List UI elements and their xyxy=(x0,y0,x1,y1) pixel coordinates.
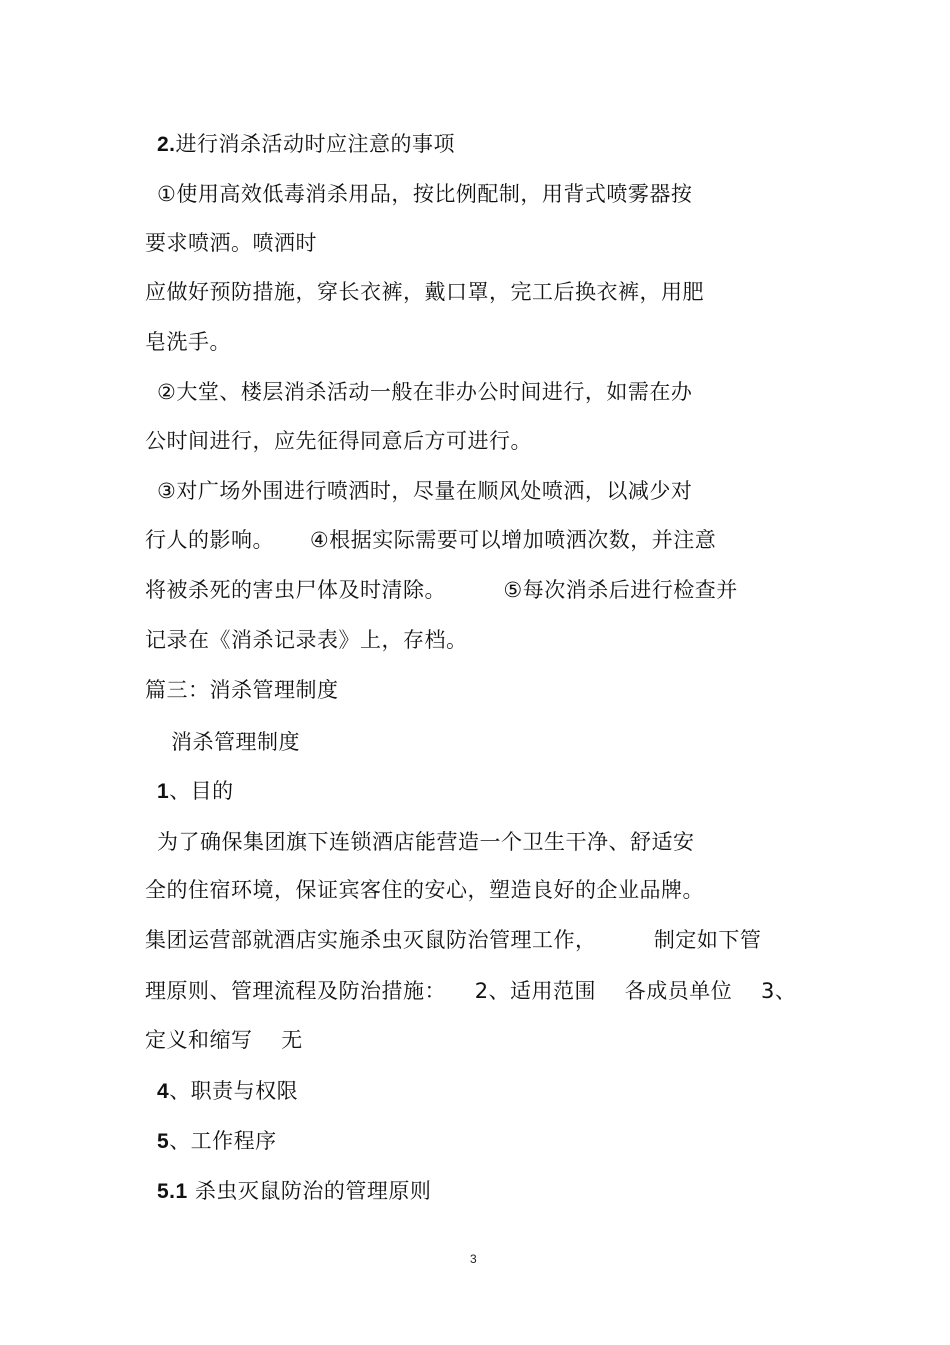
paragraph-line: 将被杀死的害虫尸体及时清除。 ⑤每次消杀后进行检查并 xyxy=(145,578,738,602)
paragraph-line: 皂洗手。 xyxy=(145,330,231,354)
paragraph-line: 行人的影响。 ④根据实际需要可以增加喷洒次数，并注意 xyxy=(145,528,717,552)
paragraph-line: 应做好预防措施，穿长衣裤，戴口罩，完工后换衣裤，用肥 xyxy=(145,280,704,304)
paragraph-line: ②大堂、楼层消杀活动一般在非办公时间进行，如需在办 xyxy=(157,380,693,404)
paragraph-line: 集团运营部就酒店实施杀虫灭鼠防治管理工作， 制定如下管 xyxy=(145,928,762,952)
chapter-heading: 篇三：消杀管理制度 xyxy=(145,678,339,702)
paragraph-line: ③对广场外围进行喷洒时，尽量在顺风处喷洒，以减少对 xyxy=(157,479,693,503)
section-heading: 1、目的 xyxy=(157,779,234,803)
section-heading: 2.进行消杀活动时应注意的事项 xyxy=(157,132,456,156)
paragraph-line: 为了确保集团旗下连锁酒店能营造一个卫生干净、舒适安 xyxy=(157,830,695,854)
section-heading: 5、工作程序 xyxy=(157,1129,277,1153)
paragraph-line: 要求喷洒。喷洒时 xyxy=(145,231,317,255)
subsection-heading: 5.1 杀虫灭鼠防治的管理原则 xyxy=(157,1179,432,1203)
paragraph-line: 记录在《消杀记录表》上，存档。 xyxy=(145,628,468,652)
paragraph-line: 理原则、管理流程及防治措施： 2、适用范围 各成员单位 3、 xyxy=(145,979,797,1003)
paragraph-line: ①使用高效低毒消杀用品，按比例配制，用背式喷雾器按 xyxy=(157,182,693,206)
paragraph-line: 定义和缩写 无 xyxy=(145,1028,303,1052)
paragraph-line: 全的住宿环境，保证宾客住的安心，塑造良好的企业品牌。 xyxy=(145,878,704,902)
page-number: 3 xyxy=(470,1252,477,1266)
paragraph-line: 公时间进行，应先征得同意后方可进行。 xyxy=(145,429,532,453)
section-heading: 4、职责与权限 xyxy=(157,1079,299,1103)
document-title: 消杀管理制度 xyxy=(171,730,300,754)
